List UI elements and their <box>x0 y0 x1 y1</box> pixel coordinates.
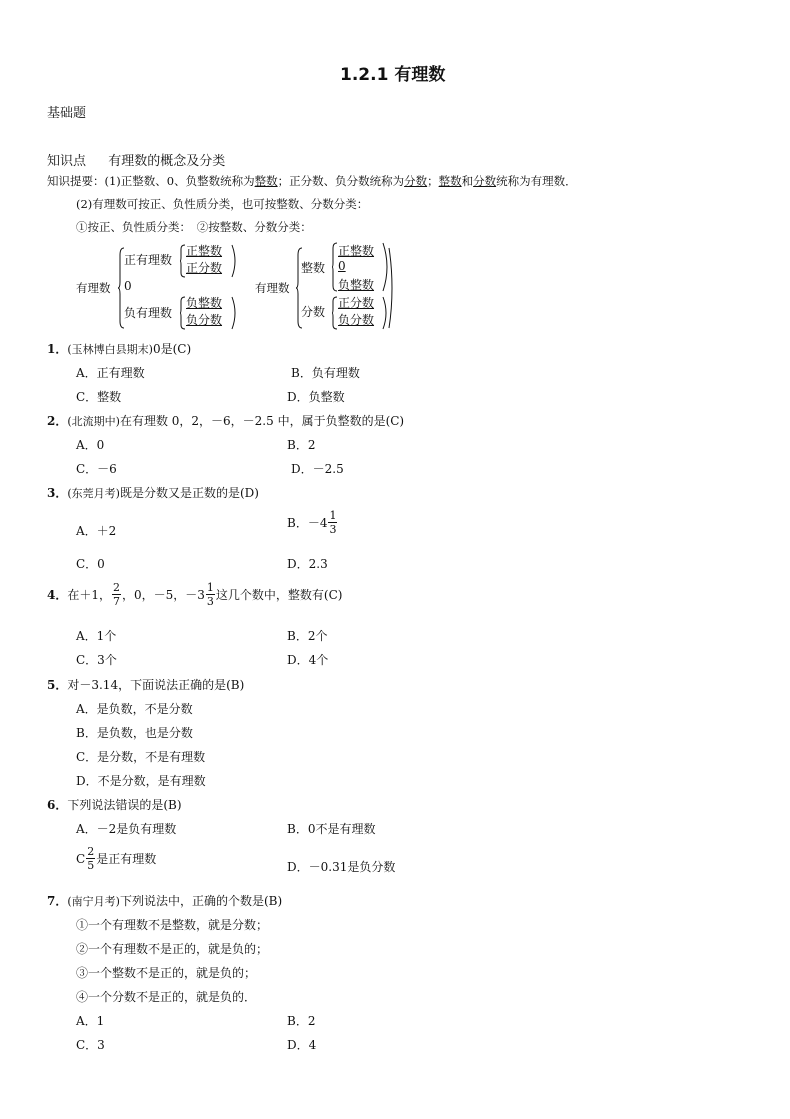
type-pos-frac: 正分数 <box>338 296 375 310</box>
tips-text: ； <box>427 174 439 188</box>
option-b: B．0不是有理数 <box>287 822 376 836</box>
sign-zero: 0 <box>124 279 132 293</box>
option-d: D．负整数 <box>287 390 345 404</box>
sign-negative: 负有理数 <box>124 306 173 320</box>
type-fraction: 分数 <box>301 305 326 319</box>
fraction-denominator: 3 <box>206 595 214 608</box>
option-b <box>287 510 338 535</box>
question-source: (东莞月考) <box>67 487 120 500</box>
option-a: A．是负数，不是分数 <box>76 702 193 716</box>
fraction <box>328 510 337 535</box>
section-label: 基础题 <box>47 106 87 121</box>
option-b: B．2 <box>287 438 316 452</box>
type-root: 有理数 <box>255 281 290 295</box>
type-neg-frac: 负分数 <box>338 313 375 327</box>
fraction <box>86 846 95 871</box>
fraction <box>206 582 215 607</box>
option-a: A．＋2 <box>76 524 117 538</box>
question-number: 1． <box>47 342 68 356</box>
option-d: D．4个 <box>287 653 329 667</box>
knowledge-point-topic: 有理数的概念及分类 <box>108 154 226 169</box>
question-number: 4． <box>47 588 68 602</box>
type-fraction-brace <box>331 296 338 330</box>
question-stem: 在＋1， <box>67 588 111 602</box>
question-source: (玉林博白县期末) <box>67 343 153 356</box>
option-c: C．3个 <box>76 653 117 667</box>
fraction-denominator: 3 <box>329 523 337 536</box>
question-number: 5． <box>47 678 68 692</box>
question-6 <box>47 796 182 813</box>
sign-positive-close <box>231 244 237 278</box>
option-c: C．3 <box>76 1038 105 1052</box>
question-1 <box>47 340 191 357</box>
sign-negative-brace <box>179 296 186 330</box>
type-main-close <box>388 247 393 329</box>
tips-line-2: (2)有理数可按正、负性质分类，也可按整数、分数分类： <box>76 197 369 211</box>
question-4 <box>47 582 342 607</box>
option-c: C．0 <box>76 557 105 571</box>
option-b: B．负有理数 <box>291 366 360 380</box>
sign-negative-close <box>231 296 237 330</box>
option-b: B．2个 <box>287 629 328 643</box>
page-title: 1.2.1 有理数 <box>340 65 446 85</box>
sign-neg-frac: 负分数 <box>186 313 223 327</box>
option-b-text: B．－4 <box>287 516 328 530</box>
question-stem: 这几个数中，整数有(C) <box>215 588 343 602</box>
option-b: B．是负数，也是分数 <box>76 726 193 740</box>
fraction-numerator: 2 <box>87 845 95 858</box>
option-c-text: 是正有理数 <box>96 852 157 866</box>
option-a: A．正有理数 <box>76 366 145 380</box>
tips-line-3: ①按正、负性质分类： ②按整数、分数分类： <box>76 220 312 234</box>
tips-text: 和 <box>461 174 474 188</box>
question-source: (北流期中) <box>67 415 120 428</box>
question-number: 7． <box>47 894 68 908</box>
sign-pos-int: 正整数 <box>186 244 223 258</box>
tips-text: ；正分数、负分数统称为 <box>277 174 405 188</box>
question-number: 2． <box>47 414 68 428</box>
tips-term: 分数 <box>404 174 428 188</box>
question-stem: ，0，－5，－3 <box>122 588 205 602</box>
question-2 <box>47 412 404 429</box>
question-stem: 下列说法中，正确的个数是(B) <box>119 894 283 908</box>
sign-root: 有理数 <box>76 281 111 295</box>
type-integer: 整数 <box>301 261 326 275</box>
fraction-numerator: 2 <box>113 581 120 594</box>
fraction-numerator: 1 <box>329 509 337 522</box>
option-d: D．－0.31是负分数 <box>287 860 396 874</box>
tips-term: 整数 <box>438 174 462 188</box>
question-7 <box>47 892 282 909</box>
option-c-letter: C <box>76 851 86 866</box>
tips-text: (1)正整数、0、负整数统称为 <box>104 174 255 188</box>
question-stem: 对－3.14，下面说法正确的是(B) <box>67 678 245 692</box>
fraction-numerator: 1 <box>206 581 214 594</box>
option-c: C．整数 <box>76 390 122 404</box>
tips-term: 分数 <box>473 174 497 188</box>
option-d: D．－2.5 <box>291 462 344 476</box>
tips-term: 整数 <box>254 174 278 188</box>
option-a: A．1个 <box>76 629 117 643</box>
statement-4: ④一个分数不是正的，就是负的． <box>76 990 257 1004</box>
sign-neg-int: 负整数 <box>186 296 223 310</box>
option-d: D．2.3 <box>287 557 328 571</box>
question-5 <box>47 676 244 693</box>
statement-1: ①一个有理数不是整数，就是分数； <box>76 918 269 932</box>
fraction <box>112 582 121 607</box>
sign-positive-brace <box>179 244 186 278</box>
option-d: D．不是分数，是有理数 <box>76 774 206 788</box>
type-pos-int: 正整数 <box>338 244 375 258</box>
type-neg-int: 负整数 <box>338 278 375 292</box>
question-stem: 0是(C) <box>152 342 192 356</box>
question-stem: 既是分数又是正数的是(D) <box>119 486 259 500</box>
option-c: C．是分数，不是有理数 <box>76 750 206 764</box>
option-a: A．1 <box>76 1014 105 1028</box>
knowledge-point <box>47 150 225 169</box>
question-stem: 在有理数 0，2，－6，－2.5 中，属于负整数的是(C) <box>119 414 405 428</box>
option-b: B．2 <box>287 1014 316 1028</box>
statement-2: ②一个有理数不是正的，就是负的； <box>76 942 269 956</box>
option-c: C．－6 <box>76 462 117 476</box>
fraction-denominator: 5 <box>87 859 95 872</box>
tips-text: 统称为有理数． <box>496 174 577 188</box>
fraction-denominator: 7 <box>113 595 120 608</box>
statement-3: ③一个整数不是正的，就是负的； <box>76 966 257 980</box>
question-number: 6． <box>47 798 68 812</box>
option-a: A．－2是负有理数 <box>76 822 177 836</box>
option-d: D．4 <box>287 1038 317 1052</box>
type-zero: 0 <box>338 259 346 273</box>
option-a: A．0 <box>76 438 105 452</box>
question-3 <box>47 484 259 501</box>
type-integer-brace <box>331 242 338 292</box>
question-stem: 下列说法错误的是(B) <box>67 798 182 812</box>
question-number: 3． <box>47 486 68 500</box>
option-c <box>76 846 156 871</box>
sign-pos-frac: 正分数 <box>186 261 223 275</box>
tips-line-1 <box>47 173 577 189</box>
knowledge-point-label: 知识点 <box>47 154 87 169</box>
question-source: (南宁月考) <box>67 895 120 908</box>
sign-positive: 正有理数 <box>124 253 173 267</box>
tips-prefix: 知识提要： <box>47 174 105 188</box>
